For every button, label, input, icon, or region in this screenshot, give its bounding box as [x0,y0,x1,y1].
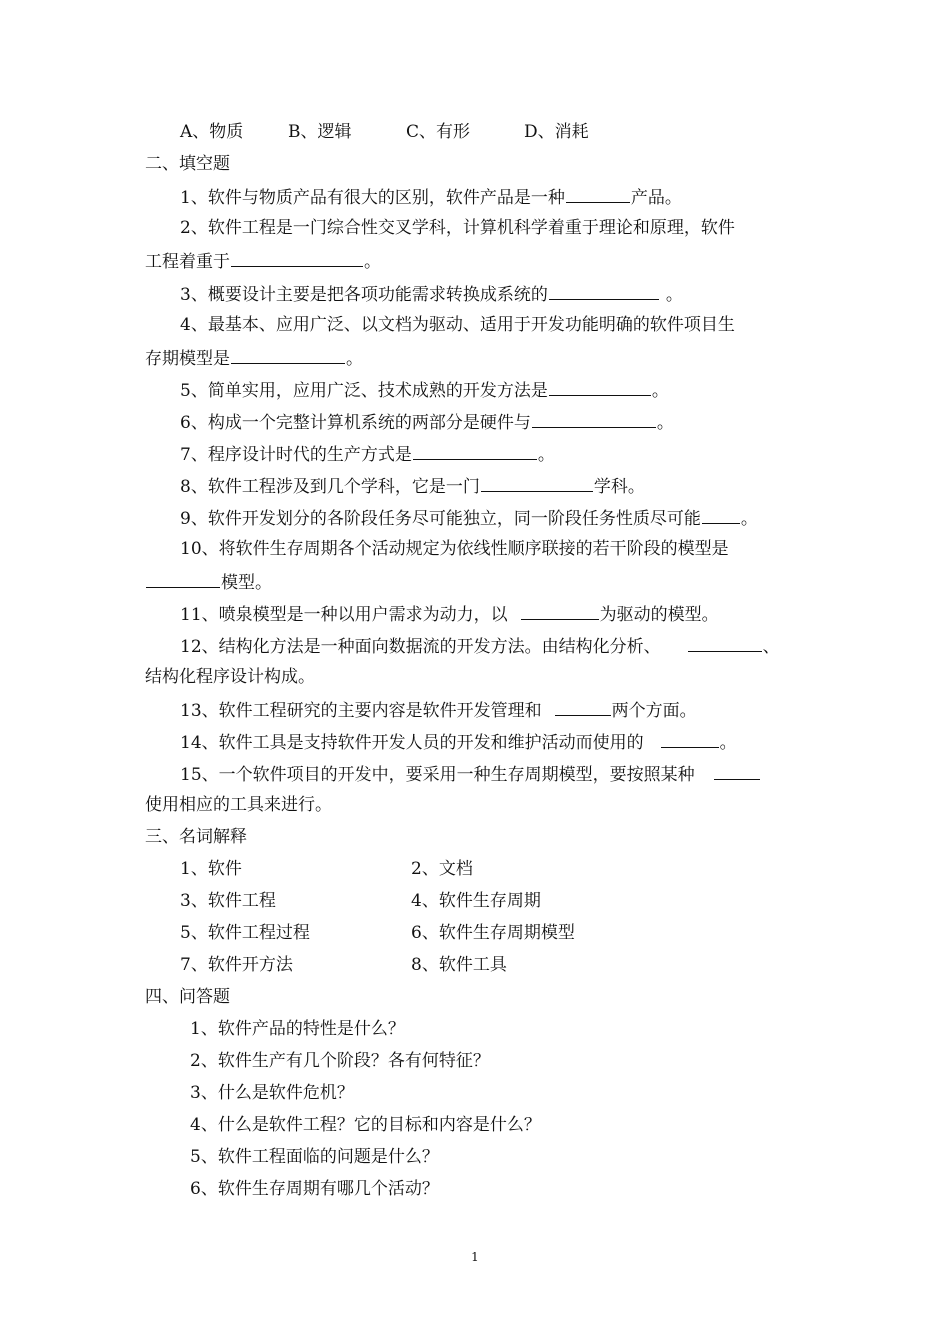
answer-blank [146,570,220,588]
terms-row-4 [180,954,845,976]
fill-q13: 13、软件工程研究的主要内容是软件开发管理和 两个方面。 [180,698,845,722]
answer-blank [481,474,593,492]
fill-q2-line1: 2、软件工程是一门综合性交叉学科，计算机科学着重于理论和原理，软件 [180,218,735,238]
choice-options-row [180,121,845,143]
answer-blank [555,698,611,716]
fill-q6: 6、构成一个完整计算机系统的两部分是硬件与 。 [180,410,845,434]
fill-q4-line1: 4、最基本、应用广泛、以文档为驱动、适用于开发功能明确的软件项目生 [180,315,735,335]
answer-blank [688,634,762,652]
fill-q12-line2: 结构化程序设计构成。 [145,667,315,687]
option-c: C、有形 [406,122,471,142]
fill-q14: 14、软件工具是支持软件开发人员的开发和维护活动而使用的 。 [180,730,845,754]
fill-q9: 9、软件开发划分的各阶段任务尽可能独立，同一阶段任务性质尽可能 。 [180,506,845,530]
fill-q4-line2: 存期模型是 。 [145,346,810,370]
fill-q7: 7、程序设计时代的生产方式是 。 [180,442,845,466]
answer-blank [532,410,656,428]
option-d: D、消耗 [524,122,589,142]
term: 7、软件开方法 [180,955,293,975]
option-b: B、逻辑 [288,122,352,142]
answer-blank [413,442,537,460]
fill-q15-line2: 使用相应的工具来进行。 [145,795,332,815]
essay-question: 1、软件产品的特性是什么？ [190,1019,405,1039]
essay-question: 2、软件生产有几个阶段？各有何特征？ [190,1051,490,1071]
option-a: A、物质 [180,122,244,142]
terms-row-2 [180,890,845,912]
fill-q3: 3、概要设计主要是把各项功能需求转换成系统的 。 [180,282,845,306]
fill-q8: 8、软件工程涉及到几个学科，它是一门 学科。 [180,474,845,498]
answer-blank [521,602,599,620]
essay-question: 6、软件生存周期有哪几个活动？ [190,1179,439,1199]
answer-blank [566,185,630,203]
term: 1、软件 [180,859,242,879]
term: 3、软件工程 [180,891,276,911]
fill-q15-line1: 15、一个软件项目的开发中，要采用一种生存周期模型，要按照某种 [180,762,845,786]
fill-q11: 11、喷泉模型是一种以用户需求为动力，以 为驱动的模型。 [180,602,845,626]
essay-question: 5、软件工程面临的问题是什么？ [190,1147,439,1167]
page-number: 1 [471,1250,479,1264]
term: 8、软件工具 [411,955,507,975]
term: 5、软件工程过程 [180,923,310,943]
answer-blank [549,282,659,300]
section2-title: 二、填空题 [145,154,230,174]
answer-blank [661,730,719,748]
essay-question: 3、什么是软件危机？ [190,1083,354,1103]
term: 2、文档 [411,859,473,879]
terms-row-3 [180,922,845,944]
answer-blank [702,506,740,524]
fill-q10-line2: 模型。 [145,570,810,594]
term: 4、软件生存周期 [411,891,541,911]
section3-title: 三、名词解释 [145,827,247,847]
terms-row-1 [180,858,845,880]
fill-q10-line1: 10、将软件生存周期各个活动规定为依线性顺序联接的若干阶段的模型是 [180,539,729,559]
answer-blank [231,346,345,364]
section4-title: 四、问答题 [145,987,230,1007]
fill-q1: 1、软件与物质产品有很大的区别，软件产品是一种 产品。 [180,185,845,209]
term: 6、软件生存周期模型 [411,923,575,943]
answer-blank [231,249,363,267]
fill-q12-line1: 12、结构化方法是一种面向数据流的开发方法。由结构化分析、 、 [180,634,845,658]
essay-question: 4、什么是软件工程？它的目标和内容是什么？ [190,1115,541,1135]
fill-q2-line2: 工程着重于 。 [145,249,810,273]
answer-blank [549,378,651,396]
fill-q5: 5、简单实用，应用广泛、技术成熟的开发方法是 。 [180,378,845,402]
answer-blank [714,762,760,780]
